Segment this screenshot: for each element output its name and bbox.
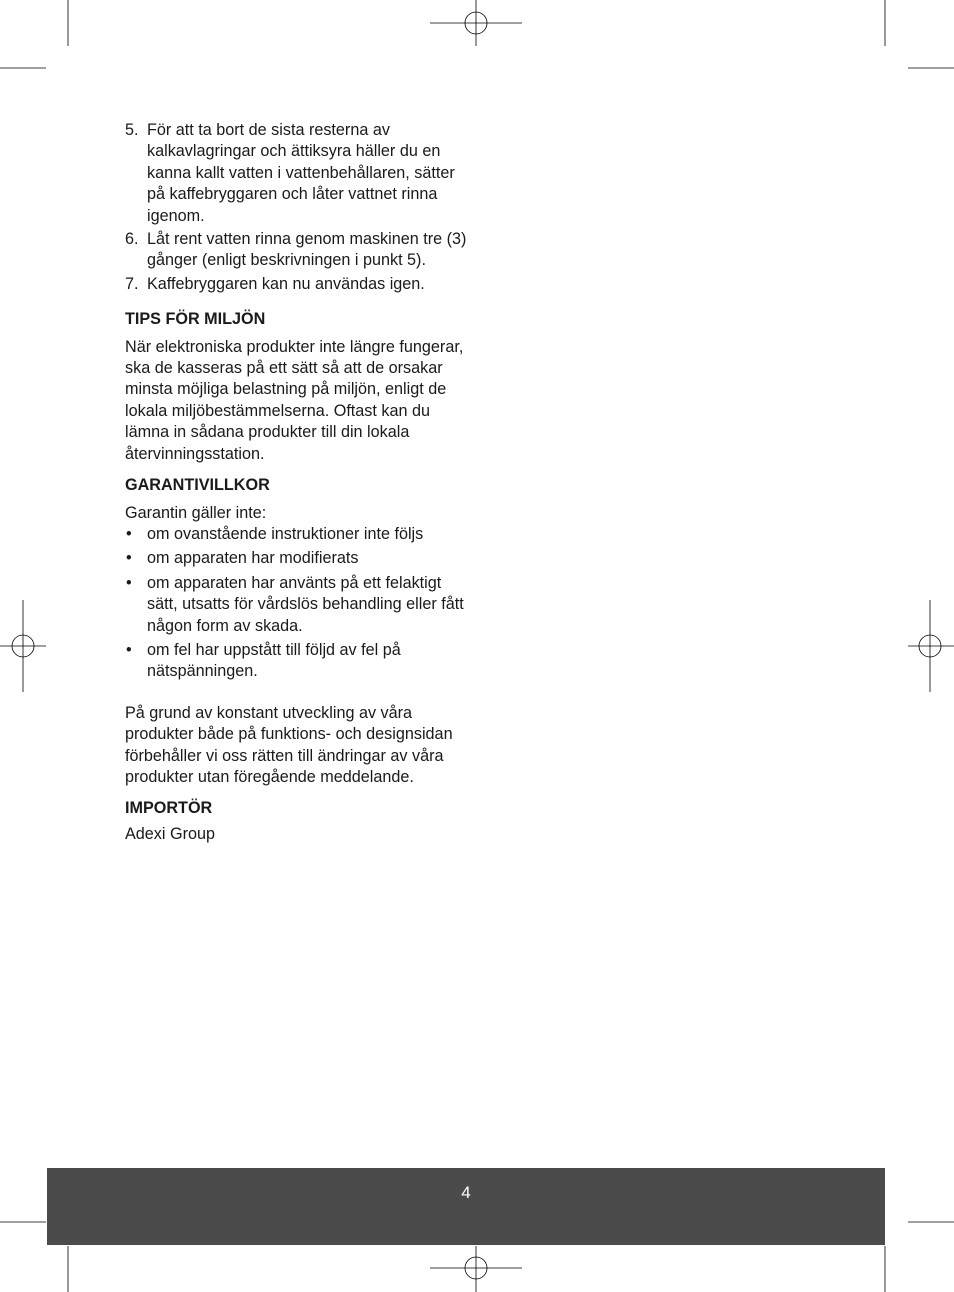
warranty-intro: Garantin gäller inte: [125, 503, 267, 522]
step-text: Kaffebryggaren kan nu användas igen. [147, 274, 425, 293]
importer-heading: IMPORTÖR [125, 799, 213, 818]
list-item [125, 640, 470, 683]
descaling-steps [125, 120, 470, 295]
bullet-text: om fel har uppstått till följd av fel på nätspänningen. [147, 640, 401, 681]
bullet-icon: • [126, 524, 132, 543]
registration-mark-icon [430, 0, 522, 46]
list-item [125, 120, 470, 227]
step-number: 6. [125, 230, 139, 249]
environment-heading: TIPS FÖR MILJÖN [125, 310, 266, 329]
list-item [125, 524, 470, 545]
product-change-notice: På grund av konstant utveckling av våra produkter både på funktions- och designsidan förbehåller vi oss rätten till ändringar av våra produkter utan föregående meddelande. [125, 703, 453, 786]
bullet-text: om ovanstående instruktioner inte följs [147, 524, 424, 543]
importer-name: Adexi Group [125, 824, 215, 843]
list-item [125, 548, 470, 569]
warranty-exclusions [125, 524, 470, 683]
bullet-icon: • [126, 640, 132, 659]
step-text: Låt rent vatten rinna genom maskinen tre (3) gånger (enligt beskrivningen i punkt 5). [147, 230, 467, 270]
step-number: 5. [125, 121, 139, 139]
bullet-icon: • [126, 549, 132, 568]
environment-text: När elektroniska produkter inte längre fungerar, ska de kasseras på ett sätt så att de orsakar minsta möjliga belastning på miljön, enligt de lokala miljöbestämmelserna. Oftast kan du lämna in sådana produkter till din lokala återvinningsstation. [125, 337, 464, 463]
step-text: För att ta bort de sista resterna av kalkavlagringar och ättiksyra häller du en kanna kallt vatten i vattenbehållaren, sätter på kaffebryggaren och låter vattnet rinna igenom. [147, 121, 455, 225]
step-number: 7. [125, 274, 139, 293]
list-item [125, 229, 470, 272]
page-number: 4 [461, 1183, 471, 1202]
list-item [125, 274, 470, 295]
footer-bar [47, 1168, 885, 1245]
bullet-text: om apparaten har använts på ett felaktigt sätt, utsatts för vårdslös behandling eller fått någon form av skada. [147, 573, 464, 635]
bullet-icon: • [126, 573, 132, 592]
bullet-text: om apparaten har modifierats [147, 549, 359, 568]
page-content [125, 120, 470, 845]
registration-mark-icon [0, 600, 46, 692]
list-item [125, 573, 470, 637]
warranty-heading: GARANTIVILLKOR [125, 476, 270, 495]
registration-mark-icon [908, 600, 954, 692]
registration-mark-icon [430, 1246, 522, 1292]
